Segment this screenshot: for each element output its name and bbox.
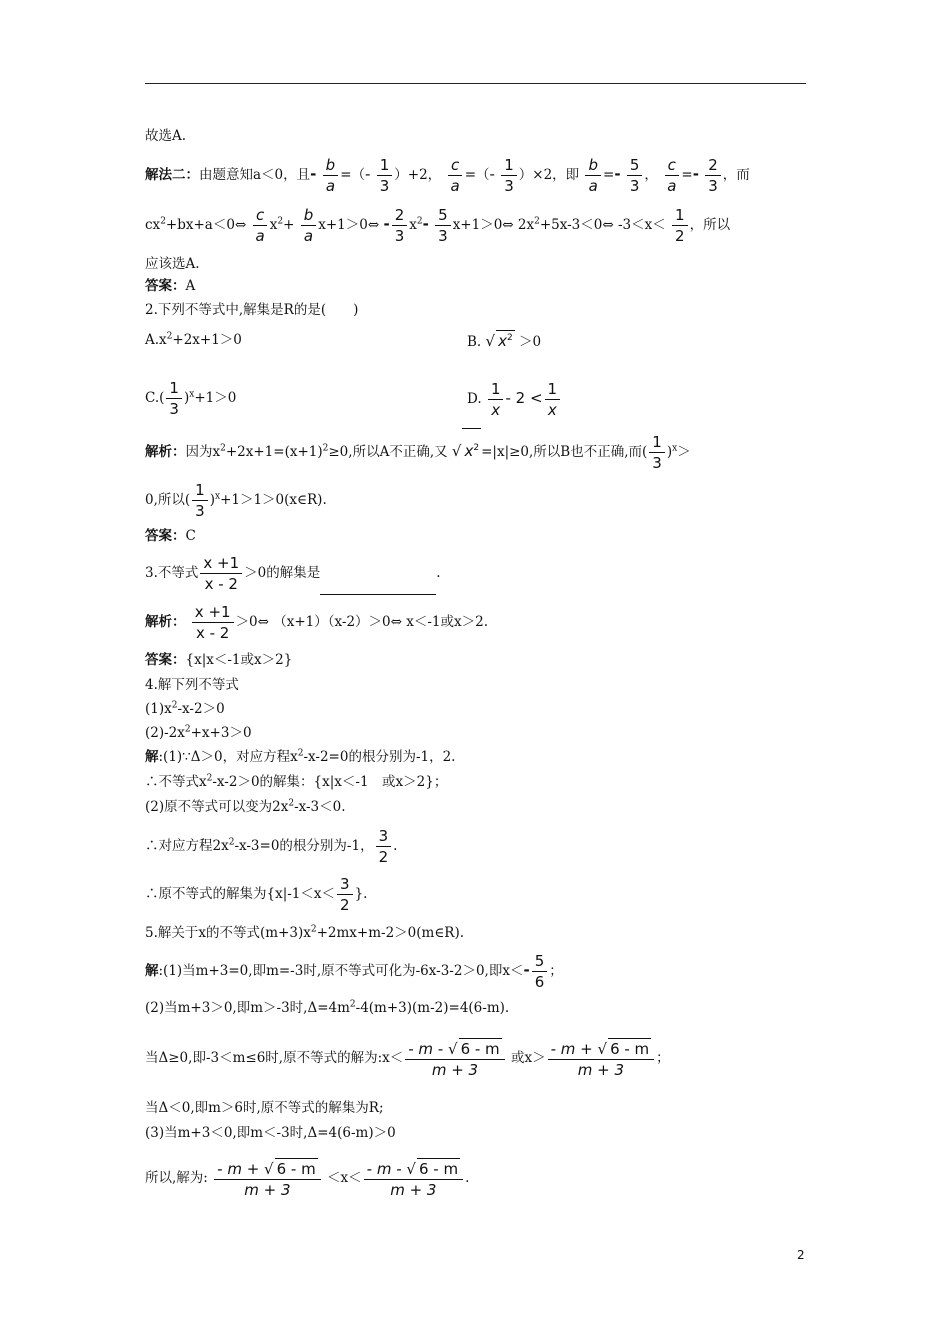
frac-1-over-3: $\frac{1}{3}$ <box>501 155 517 196</box>
frac-5-over-6: $\frac{5}{6}$ <box>532 951 548 992</box>
frac-root-minus: $\frac{- m - √ 6 - m}{m + 3}$ <box>405 1038 504 1080</box>
frac-b-over-a: $\frac{b}{a}$ <box>585 155 601 196</box>
question-4: 4.解下列不等式 <box>145 677 239 693</box>
frac-xplus1-over-xminus2: $\frac{x +1}{x - 2}$ <box>200 553 242 594</box>
frac-1-over-2: $\frac{1}{2}$ <box>672 205 688 246</box>
frac-3-over-2: $\frac{3}{2}$ <box>337 874 353 915</box>
line-answer-2: 答案：C <box>145 528 196 544</box>
solution-4-line-5: ∴原不等式的解集为{x|-1＜x＜ $\frac{3}{2}$ }. <box>145 875 368 914</box>
header-rule <box>145 83 806 84</box>
frac-root-minus: $\frac{- m - √ 6 - m}{m + 3}$ <box>364 1158 463 1200</box>
frac-2-over-3: $\frac{2}{3}$ <box>392 205 408 246</box>
analysis-2-line-2: 0,所以( $\frac{1}{3}$ )$^x$+1＞1＞0(x∈R). <box>145 481 327 520</box>
line-yinggai: 应该选A. <box>145 256 200 272</box>
option-c: C.( $\frac{1}{3}$ )$^x$+1＞0 <box>145 379 237 418</box>
solution-4-line-1: 解:(1)∵Δ＞0，对应方程$x^2-x-2=0$的根分别为-1，2. <box>145 748 456 765</box>
frac-1-over-3: $\frac{1}{3}$ <box>166 378 182 419</box>
line-jiefa2: 解法二：由题意知a＜0，且- $\frac{b}{a}$ =（- $\frac{1}{3}$ ）+2， $\frac{c}{a}$ =（- $\frac{1}{3}$ ）×2，即 $\frac{b}{a}$ =- $\frac{5}{3}$ ， $\frac{c}{a}$ =- $\frac{2}{3}$ ，而 <box>145 156 750 195</box>
line-answer-3: 答案：{x|x＜-1或x＞2} <box>145 652 293 668</box>
frac-1-over-3: $\frac{1}{3}$ <box>649 432 665 473</box>
frac-1-over-x: $\frac{1}{x}$ <box>488 379 504 420</box>
frac-b-over-a: $\frac{b}{a}$ <box>301 205 317 246</box>
solution-4-line-2: ∴不等式$x^2-x-2>0$的解集：{x|x＜-1 或x＞2}； <box>145 773 448 790</box>
analysis-2-line-1: 解析：因为$x^2+2x+1=(x+1)^2\ge 0$,所以A不正确,又 √ $x^2 =|x|\ge 0$,所以B也不正确,而( $\frac{1}{3}$ )$^x$＞ <box>145 428 691 474</box>
frac-1-over-3: $\frac{1}{3}$ <box>192 480 208 521</box>
analysis-3: 解析： $\frac{x +1}{x - 2}$ ＞0⇔ （x+1）（x-2）＞0⇔ x＜-1或x＞2. <box>145 603 488 642</box>
frac-5-over-3: $\frac{5}{3}$ <box>627 155 643 196</box>
question-5: 5.解关于x的不等式$(m+3)x^2+2mx+m-2>0(m\in R)$. <box>145 924 465 941</box>
frac-3-over-2: $\frac{3}{2}$ <box>376 826 392 867</box>
solution-5-line-3: 当Δ≥0,即-3＜m≤6时,原不等式的解为:x＜ $\frac{- m - √ 6 - m}{m + 3}$ 或x＞ $\frac{- m + √ 6 - m}{m + 3}$ ； <box>145 1039 670 1079</box>
option-a: $A.x^2+2x+1>0$ <box>145 331 242 348</box>
line-cx2: $cx^2+bx+a<0\Leftrightarrow$ $\frac{c}{a}$ $x^2+$ $\frac{b}{a}$ x+1＞0⇔ - $\frac{2}{3}$ $x^2-$ $\frac{5}{3}$ x+1＞0⇔ $2x^2+5x-3<0\Leftrightarrow$ -3＜x＜ $\frac{1}{2}$ ，所以 <box>145 206 731 245</box>
solution-5-line-5: (3)当m+3＜0,即m＜-3时,Δ=4(6-m)＞0 <box>145 1125 396 1141</box>
frac-c-over-a: $\frac{c}{a}$ <box>447 155 462 196</box>
question-4-part-2: $(2)-2x^2+x+3>0$ <box>145 724 252 741</box>
option-b: B. √ $x^2 >0$ <box>467 332 542 350</box>
question-2: 2.下列不等式中,解集是R的是( ) <box>145 302 359 318</box>
solution-4-line-4: ∴对应方程$2x^2-x-3=0$的根分别为-1， $\frac{3}{2}$ . <box>145 827 398 866</box>
frac-1-over-x: $\frac{1}{x}$ <box>545 379 561 420</box>
page-number: 2 <box>797 1248 805 1262</box>
line-guxuan: 故选A. <box>145 128 187 144</box>
option-d: D. $\frac{1}{x}$ - 2 < $\frac{1}{x}$ <box>467 376 562 421</box>
answer-blank <box>320 580 436 595</box>
frac-c-over-a: $\frac{c}{a}$ <box>253 205 268 246</box>
question-4-part-1: $(1)x^2-x-2>0$ <box>145 700 225 717</box>
frac-b-over-a: $\frac{b}{a}$ <box>323 155 339 196</box>
solution-5-line-1: 解:(1)当m+3=0,即m=-3时,原不等式可化为-6x-3-2＞0,即x＜- $\frac{5}{6}$ ； <box>145 952 563 991</box>
frac-xplus1-over-xminus2: $\frac{x +1}{x - 2}$ <box>192 602 234 643</box>
frac-root-plus: $\frac{- m + √ 6 - m}{m + 3}$ <box>214 1158 321 1200</box>
frac-root-plus: $\frac{- m + √ 6 - m}{m + 3}$ <box>548 1038 655 1080</box>
frac-c-over-a: $\frac{c}{a}$ <box>664 155 679 196</box>
frac-5-over-3: $\frac{5}{3}$ <box>435 205 451 246</box>
solution-4-line-3: (2)原不等式可以变为$2x^2-x-3<0$. <box>145 798 346 815</box>
frac-1-over-3: $\frac{1}{3}$ <box>377 155 393 196</box>
solution-5-line-2: (2)当m+3＞0,即m＞-3时$,\Delta=4m^2-4(m+3)(m-2)=4(6-m)$. <box>145 999 510 1016</box>
solution-5-line-6: 所以,解为: $\frac{- m + √ 6 - m}{m + 3}$ ＜x＜ $\frac{- m - √ 6 - m}{m + 3}$ . <box>145 1159 470 1199</box>
frac-2-over-3: $\frac{2}{3}$ <box>705 155 721 196</box>
question-3: 3.不等式 $\frac{x +1}{x - 2}$ ＞0的解集是 . <box>145 554 441 593</box>
line-answer-1: 答案：A <box>145 278 196 294</box>
solution-5-line-4: 当Δ＜0,即m＞6时,原不等式的解集为R; <box>145 1100 384 1116</box>
